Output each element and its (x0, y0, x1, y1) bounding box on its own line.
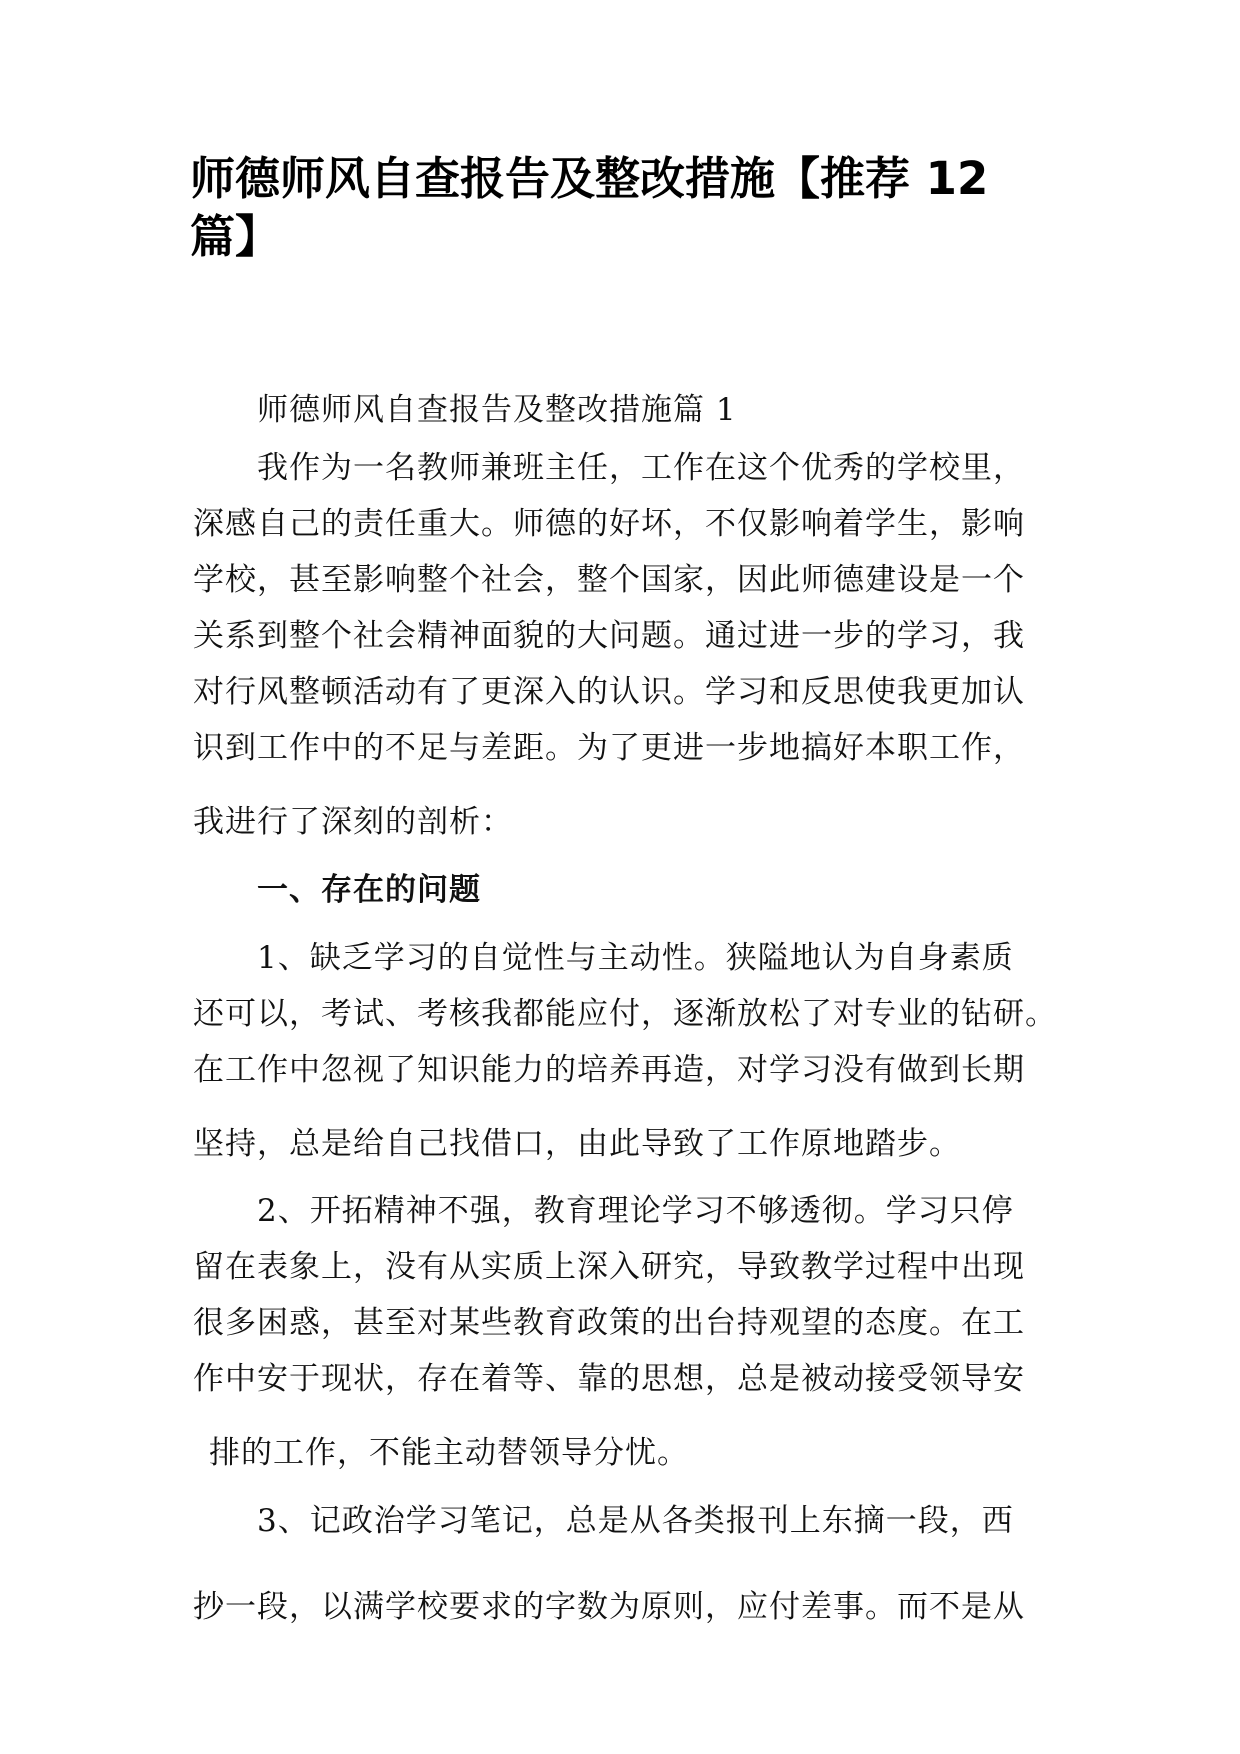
intro-line-7: 我进行了深刻的剖析： (193, 804, 513, 840)
heading-existing-problems: 一、存在的问题 (257, 872, 481, 908)
intro-line-5: 对行风整顿活动有了更深入的认识。学习和反思使我更加认 (193, 674, 1025, 710)
item2-line-2: 留在表象上，没有从实质上深入研究，导致教学过程中出现 (193, 1249, 1025, 1285)
item1-line-1: 1、缺乏学习的自觉性与主动性。狭隘地认为自身素质 (257, 940, 1014, 976)
item2-line-1: 2、开拓精神不强，教育理论学习不够透彻。学习只停 (257, 1193, 1014, 1229)
section-title: 师德师风自查报告及整改措施篇 1 (257, 392, 737, 428)
intro-line-2: 深感自己的责任重大。师德的好坏，不仅影响着学生，影响 (193, 506, 1025, 542)
item2-line-5: 排的工作，不能主动替领导分忧。 (209, 1435, 689, 1471)
item-1-paragraph (193, 930, 1057, 1172)
item1-line-2: 还可以，考试、考核我都能应付，逐渐放松了对专业的钻研。 (193, 996, 1057, 1032)
intro-line-4: 关系到整个社会精神面貌的大问题。通过进一步的学习，我 (193, 618, 1025, 654)
intro-line-3: 学校，甚至影响整个社会，整个国家，因此师德建设是一个 (193, 562, 1025, 598)
item3-line-1: 3、记政治学习笔记，总是从各类报刊上东摘一段，西 (257, 1503, 1014, 1539)
item2-line-4: 作中安于现状，存在着等、靠的思想，总是被动接受领导安 (193, 1361, 1025, 1397)
title-line-2: 篇】 (190, 210, 281, 263)
item1-line-3: 在工作中忽视了知识能力的培养再造，对学习没有做到长期 (193, 1052, 1025, 1088)
item3-line-2: 抄一段，以满学校要求的字数为原则，应付差事。而不是从 (193, 1589, 1025, 1625)
item-2-paragraph (193, 1183, 1053, 1481)
item1-line-4: 坚持，总是给自己找借口，由此导致了工作原地踏步。 (193, 1126, 961, 1162)
item-3-paragraph (193, 1493, 1053, 1635)
item2-line-3: 很多困惑，甚至对某些教育政策的出台持观望的态度。在工 (193, 1305, 1025, 1341)
intro-line-1: 我作为一名教师兼班主任，工作在这个优秀的学校里， (257, 450, 1025, 486)
intro-line-6: 识到工作中的不足与差距。为了更进一步地搞好本职工作， (193, 730, 1025, 766)
title-line-1: 师德师风自查报告及整改措施【推荐 12 (190, 152, 989, 205)
intro-paragraph (193, 440, 1053, 850)
document-title (190, 150, 1070, 266)
